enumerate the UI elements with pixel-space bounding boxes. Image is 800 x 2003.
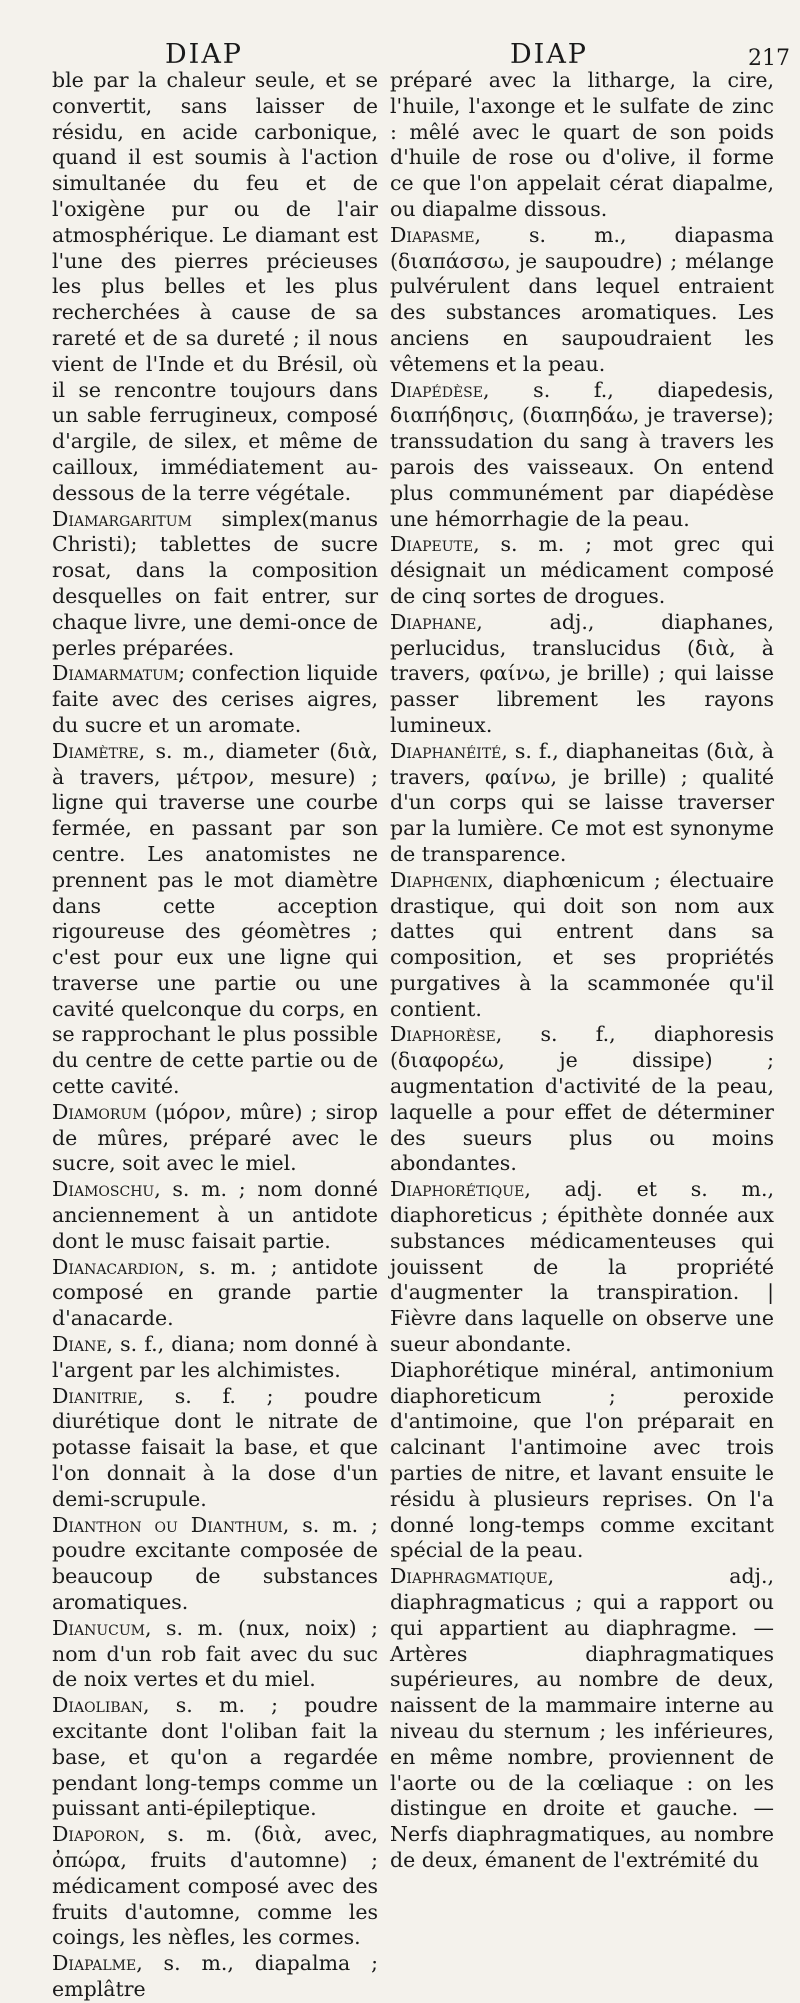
entry-headword: Diamargaritum: [52, 506, 192, 531]
entry-headword: Diaphane: [390, 609, 477, 634]
entry-headword: Diaphorétique: [390, 1177, 525, 1202]
entry-text: , s. m., diapalma ; emplâtre: [52, 1951, 378, 2001]
entry-text: , s. f., diapedesis, διαπήδησις, (διαπηδάω, je traverse); transsudation du sang à travers les parois des vaisseaux. On entend plus communément par diapédèse une hémorrhagie de la peau.: [390, 377, 774, 531]
dictionary-entry: [52, 68, 378, 507]
dictionary-entry: [52, 1951, 378, 2003]
entry-headword: Diapeute: [390, 532, 474, 557]
entry-headword: Diaphœnix: [390, 867, 488, 892]
entry-headword: Diaporon: [52, 1822, 140, 1847]
entry-headword: Diamètre: [52, 738, 139, 763]
entry-text: ble par la chaleur seule, et se convertit, sans laisser de résidu, en acide carbonique, quand il est soumis à l'action simultanée du feu et de l'oxigène pur ou de l'air atmosphérique. Le diamant est l'une des pierres précieuses les plus belles et les plus recherchées à cause de sa rareté et de sa dureté ; il nous vient de l'Inde et du Brésil, où il se rencontre toujours dans un sable ferrugineux, composé d'argile, de silex, et même de cailloux, immédiatement au-dessous de la terre végétale.: [52, 68, 378, 505]
entry-headword: Dianacardion: [52, 1254, 179, 1279]
entry-headword: Dianucum: [52, 1615, 145, 1640]
dictionary-entry: [52, 1384, 378, 1513]
dictionary-entry: [52, 1255, 378, 1332]
page-number: 217: [748, 46, 790, 71]
dictionary-entry: [390, 68, 774, 223]
entry-text: , s. f., diaphaneitas (διὰ, à travers, φαίνω, je brille) ; qualité d'un corps qui se laisse traverser par la lumière. Ce mot est synonyme de transparence.: [390, 738, 774, 866]
entry-text: , s. m. ; antidote composé en grande partie d'anacarde.: [52, 1254, 378, 1331]
dictionary-entry: [52, 1822, 378, 1951]
entry-text: (μόρον, mûre) ; sirop de mûres, préparé avec le sucre, soit avec le miel.: [52, 1099, 378, 1176]
dictionary-entry: [390, 532, 774, 609]
dictionary-entry: [52, 1332, 378, 1384]
entry-headword: Diaoliban: [52, 1693, 144, 1718]
entry-text: , s. m. (διὰ, avec, ὀπώρα, fruits d'automne) ; médicament composé avec des fruits d'automne, comme les coings, les nèfles, les cormes.: [52, 1822, 378, 1950]
entry-text: , diaphœnicum ; électuaire drastique, qui doit son nom aux dattes qui entrent dans sa composition, et ses propriétés purgatives à la scammonée qu'il contient.: [390, 867, 774, 1021]
left-column: [52, 68, 378, 2003]
dictionary-entry: [390, 1358, 774, 1564]
entry-headword: Diaphorèse: [390, 1022, 496, 1047]
entry-text: , s. m. ; mot grec qui désignait un médicament composé de cinq sortes de drogues.: [390, 532, 774, 608]
entry-text: , adj. et s. m., diaphoreticus ; épithète donnée aux substances médicamenteuses qui jouissent de la propriété d'augmenter la transpiration. | Fièvre dans laquelle on observe une sueur abondante.: [390, 1177, 774, 1357]
entry-text: , s. m., diameter (διὰ, à travers, μέτρον, mesure) ; ligne qui traverse une courbe fermée, en passant par son centre. Les anatomistes ne prennent pas le mot diamètre dans cette acception rigoureuse des géomètres ; c'est pour eux une ligne qui traverse une partie ou une cavité quelconque du corps, en se rapprochant le plus possible du centre de cette partie ou de cette cavité.: [52, 738, 378, 1099]
dictionary-entry: [390, 223, 774, 378]
dictionary-entry: [390, 1022, 774, 1177]
entry-headword: Dianthon ou Dianthum: [52, 1512, 283, 1537]
entry-headword: Diapalme: [52, 1951, 137, 1976]
entry-headword: Diamoschu: [52, 1177, 155, 1202]
dictionary-entry: [390, 610, 774, 739]
entry-headword: Diapédèse: [390, 377, 483, 402]
entry-text: , s. f., diana; nom donné à l'argent par les alchimistes.: [52, 1332, 378, 1382]
dictionary-entry: [52, 1616, 378, 1693]
dictionary-entry: [390, 1564, 774, 1874]
entry-text: , s. m. ; nom donné anciennement à un antidote dont le musc faisait partie.: [52, 1177, 378, 1253]
entry-text: , s. m. ; poudre excitante dont l'oliban fait la base, et qu'on a regardée pendant long-temps comme un puissant anti-épileptique.: [52, 1693, 378, 1821]
entry-text: Diaphorétique minéral, antimonium diaphoreticum ; peroxide d'antimoine, que l'on préparait en calcinant l'antimoine avec trois parties de nitre, et lavant ensuite le résidu à plusieurs reprises. On l'a donné long-temps comme excitant spécial de la peau.: [390, 1357, 774, 1563]
dictionary-entry: [52, 1693, 378, 1822]
entry-text: , s. m. ; poudre excitante composée de beaucoup de substances aromatiques.: [52, 1512, 378, 1615]
entry-headword: Diaphragmatique: [390, 1564, 548, 1589]
dictionary-entry: [52, 507, 378, 662]
dictionary-entry: [390, 868, 774, 1023]
entry-headword: Dianitrie: [52, 1383, 138, 1408]
entry-text: , s. m. (nux, noix) ; nom d'un rob fait avec du suc de noix vertes et du miel.: [52, 1615, 378, 1692]
dictionary-entry: [52, 1513, 378, 1616]
dictionary-entry: [390, 1177, 774, 1358]
dictionary-entry: [390, 378, 774, 533]
entry-headword: Diapasme: [390, 222, 475, 247]
entry-headword: Diamorum: [52, 1099, 147, 1124]
dictionary-entry: [390, 739, 774, 868]
entry-text: simplex(manus Christi); tablettes de sucre rosat, dans la composition desquelles on fait entrer, sur chaque livre, une demi-once de perles préparées.: [52, 506, 378, 660]
entry-text: , s. m., diapasma (διαπάσσω, je saupoudre) ; mélange pulvérulent dans lequel entraient des substances aromatiques. Les anciens en saupoudraient les vêtemens et la peau.: [390, 222, 774, 376]
dictionary-entry: [52, 1177, 378, 1254]
entry-headword: Diaphanéité: [390, 738, 502, 763]
entry-headword: Diane: [52, 1332, 107, 1357]
entry-text: ; confection liquide faite avec des cerises aigres, du sucre et un aromate.: [52, 661, 378, 737]
dictionary-entry: [52, 739, 378, 1100]
dictionary-entry: [52, 1100, 378, 1177]
entry-text: , s. f. ; poudre diurétique dont le nitrate de potasse faisait la base, et que l'on donnait à la dose d'un demi-scrupule.: [52, 1383, 378, 1511]
entry-text: , adj., diaphanes, perlucidus, translucidus (διὰ, à travers, φαίνω, je brille) ; qui laisse passer librement les rayons lumineux.: [390, 609, 774, 737]
dictionary-entry: [52, 661, 378, 738]
right-column: [390, 68, 774, 1874]
running-head-right: DIAP: [510, 39, 588, 70]
entry-text: , adj., diaphragmaticus ; qui a rapport ou qui appartient au diaphragme. — Artères diaphragmatiques supérieures, au nombre de deux, naissent de la mammaire interne au niveau du sternum ; les inférieures, en même nombre, proviennent de l'aorte ou de la cœliaque : on les distingue en droite et gauche. — Nerfs diaphragmatiques, au nombre de deux, émanent de l'extrémité du: [390, 1564, 774, 1872]
entry-text: préparé avec la litharge, la cire, l'huile, l'axonge et le sulfate de zinc : mêlé avec le quart de son poids d'huile de rose ou d'olive, il forme ce que l'on appelait cérat diapalme, ou diapalme dissous.: [390, 68, 774, 221]
entry-headword: Diamarmatum: [52, 661, 179, 686]
running-head-left: DIAP: [165, 39, 243, 70]
entry-text: , s. f., diaphoresis (διαφορέω, je dissipe) ; augmentation d'activité de la peau, laquelle a pour effet de déterminer des sueurs plus ou moins abondantes.: [390, 1022, 774, 1176]
